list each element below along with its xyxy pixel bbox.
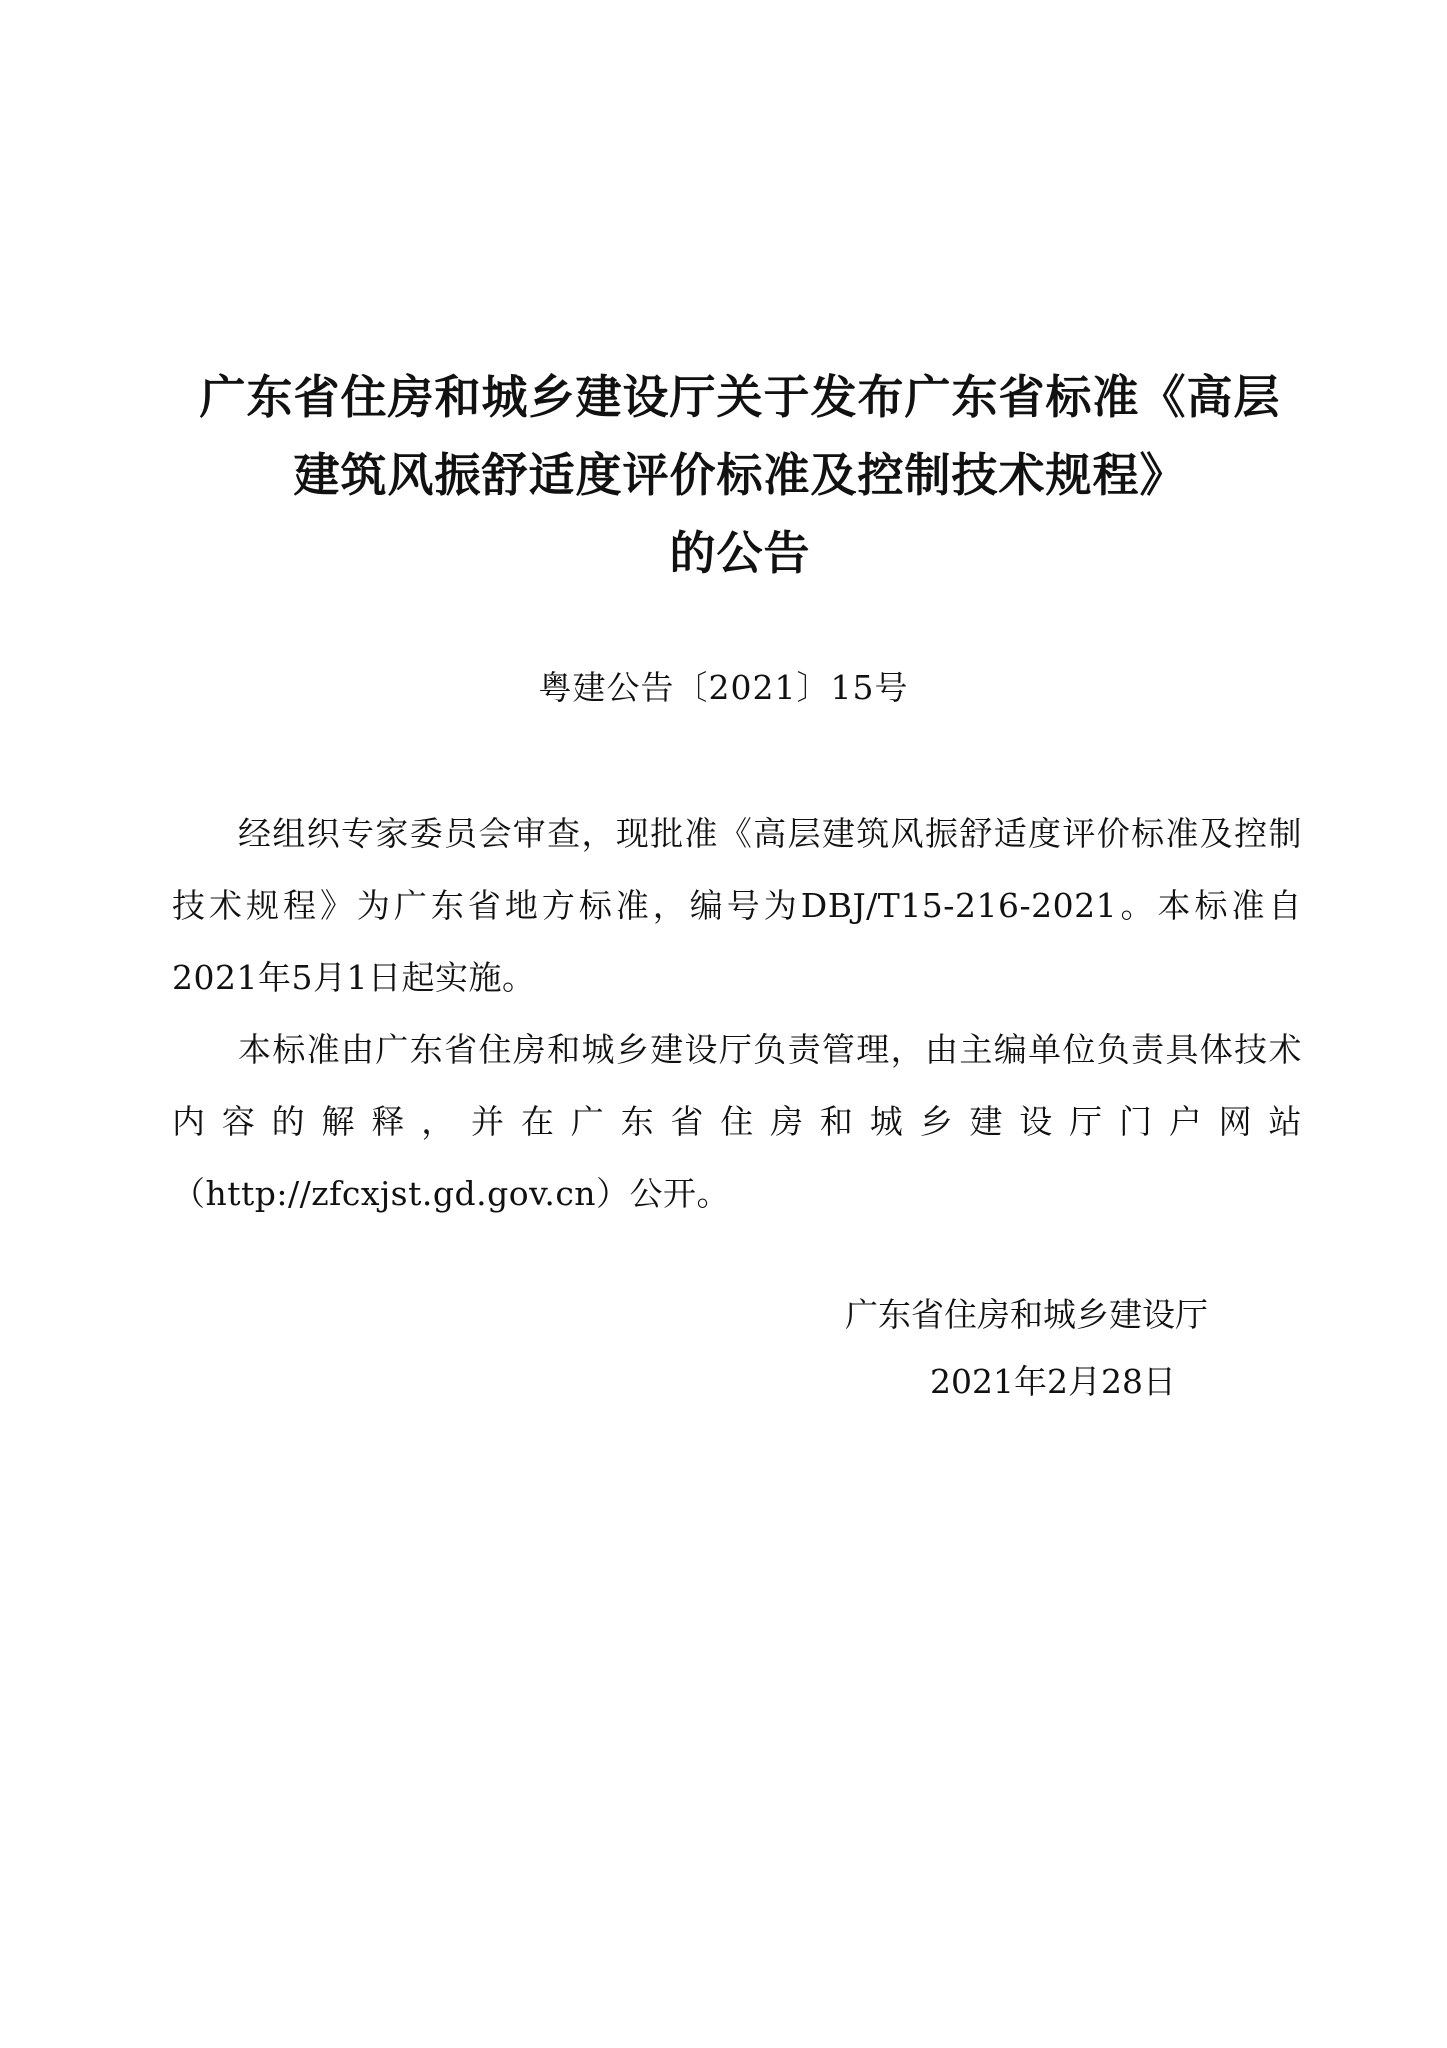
- signature-date: 2021年2月28日: [930, 1362, 1176, 1401]
- signature-organization: 广东省住房和城乡建设厅: [845, 1295, 1208, 1334]
- title-line-2: 建筑风振舒适度评价标准及控制技术规程》: [293, 448, 1187, 502]
- title-line-3: 的公告: [669, 526, 811, 580]
- title-line-1: 广东省住房和城乡建设厅关于发布广东省标准《高层: [199, 370, 1281, 424]
- document-number: 粤建公告〔2021〕15号: [538, 668, 909, 707]
- body-paragraph-approval: 经组织专家委员会审查，现批准《高层建筑风振舒适度评价标准及控制技术规程》为广东省地方标准，编号为DBJ/T15-216-2021。本标准自2021年5月1日起实施。: [172, 814, 1302, 997]
- body-paragraph-management: 本标准由广东省住房和城乡建设厅负责管理，由主编单位负责具体技术内容的解释，并在广东省住房和城乡建设厅门户网站（http://zfcxjst.gd.gov.cn）公开。: [172, 1030, 1302, 1213]
- document-title: [170, 358, 1310, 592]
